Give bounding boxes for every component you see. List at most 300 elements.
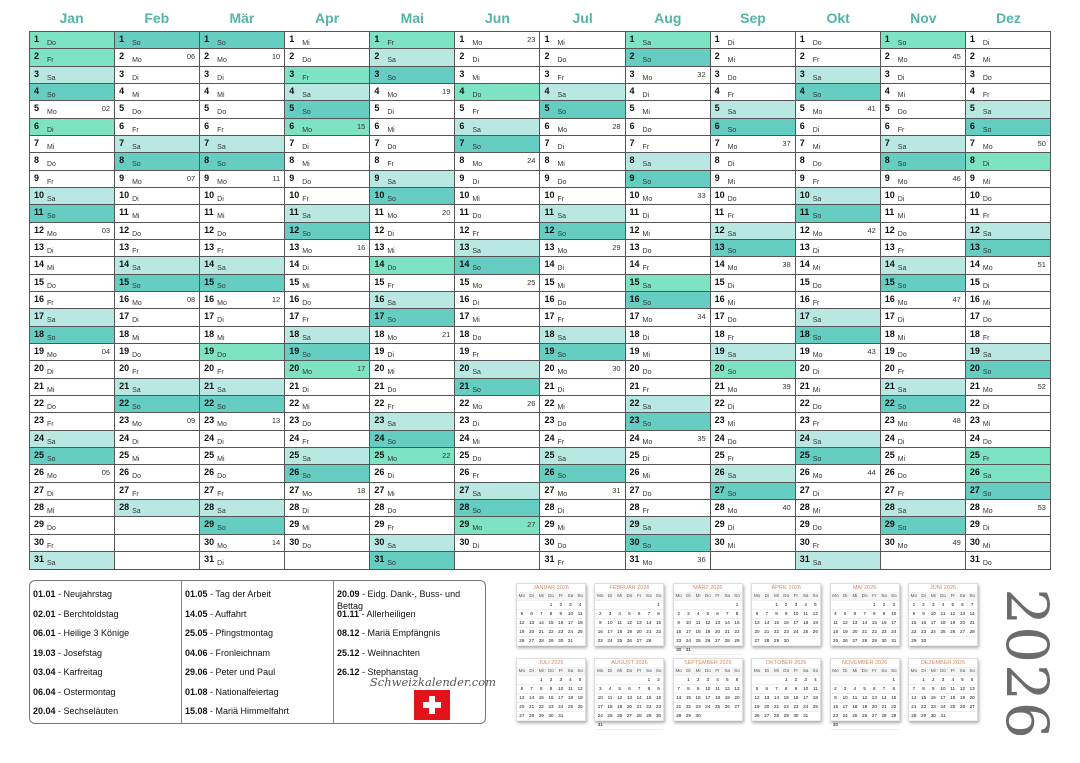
- day-cell[interactable]: [30, 309, 114, 326]
- day-cell[interactable]: [455, 361, 539, 378]
- day-cell[interactable]: [966, 483, 1050, 500]
- day-cell[interactable]: [115, 67, 199, 84]
- day-cell[interactable]: [455, 101, 539, 118]
- day-cell[interactable]: [200, 84, 284, 101]
- day-cell[interactable]: [711, 500, 795, 517]
- day-cell[interactable]: [200, 431, 284, 448]
- day-cell[interactable]: [285, 413, 369, 430]
- day-cell[interactable]: [966, 465, 1050, 482]
- day-cell[interactable]: [30, 119, 114, 136]
- day-cell[interactable]: [115, 205, 199, 222]
- day-cell[interactable]: [370, 119, 454, 136]
- day-cell[interactable]: [455, 465, 539, 482]
- day-cell[interactable]: [455, 275, 539, 292]
- day-cell[interactable]: [285, 171, 369, 188]
- day-cell[interactable]: [626, 32, 710, 49]
- day-cell[interactable]: [796, 413, 880, 430]
- day-cell[interactable]: [796, 119, 880, 136]
- day-cell[interactable]: [966, 413, 1050, 430]
- day-cell[interactable]: [455, 136, 539, 153]
- day-cell[interactable]: [30, 136, 114, 153]
- day-cell[interactable]: [200, 413, 284, 430]
- day-cell[interactable]: [285, 49, 369, 66]
- day-cell[interactable]: [540, 119, 624, 136]
- day-cell[interactable]: [966, 205, 1050, 222]
- day-cell[interactable]: [626, 552, 710, 569]
- day-cell[interactable]: [711, 119, 795, 136]
- day-cell[interactable]: [711, 483, 795, 500]
- day-cell[interactable]: [711, 205, 795, 222]
- day-cell[interactable]: [285, 136, 369, 153]
- day-cell[interactable]: [455, 292, 539, 309]
- day-cell[interactable]: [881, 84, 965, 101]
- day-cell[interactable]: [115, 257, 199, 274]
- day-cell[interactable]: [30, 240, 114, 257]
- day-cell[interactable]: [115, 101, 199, 118]
- day-cell[interactable]: [285, 396, 369, 413]
- day-cell[interactable]: [370, 465, 454, 482]
- day-cell[interactable]: [796, 431, 880, 448]
- day-cell[interactable]: [626, 257, 710, 274]
- day-cell[interactable]: [540, 517, 624, 534]
- day-cell[interactable]: [796, 292, 880, 309]
- day-cell[interactable]: [455, 500, 539, 517]
- day-cell[interactable]: [711, 379, 795, 396]
- day-cell[interactable]: [626, 327, 710, 344]
- day-cell[interactable]: [200, 257, 284, 274]
- day-cell[interactable]: [540, 379, 624, 396]
- day-cell[interactable]: [455, 431, 539, 448]
- day-cell[interactable]: [370, 188, 454, 205]
- day-cell[interactable]: [200, 223, 284, 240]
- day-cell[interactable]: [966, 292, 1050, 309]
- day-cell[interactable]: [881, 448, 965, 465]
- day-cell[interactable]: [115, 275, 199, 292]
- day-cell[interactable]: [370, 344, 454, 361]
- day-cell[interactable]: [881, 223, 965, 240]
- day-cell[interactable]: [370, 101, 454, 118]
- day-cell[interactable]: [711, 465, 795, 482]
- day-cell[interactable]: [626, 413, 710, 430]
- day-cell[interactable]: [711, 32, 795, 49]
- day-cell[interactable]: [370, 327, 454, 344]
- day-cell[interactable]: [30, 344, 114, 361]
- day-cell[interactable]: [711, 396, 795, 413]
- day-cell[interactable]: [540, 136, 624, 153]
- day-cell[interactable]: [881, 292, 965, 309]
- day-cell[interactable]: [30, 188, 114, 205]
- day-cell[interactable]: [966, 119, 1050, 136]
- day-cell[interactable]: [285, 344, 369, 361]
- day-cell[interactable]: [881, 379, 965, 396]
- day-cell[interactable]: [115, 136, 199, 153]
- day-cell[interactable]: [540, 361, 624, 378]
- day-cell[interactable]: [370, 396, 454, 413]
- day-cell[interactable]: [455, 188, 539, 205]
- day-cell[interactable]: [115, 223, 199, 240]
- day-cell[interactable]: [881, 188, 965, 205]
- day-cell[interactable]: [540, 500, 624, 517]
- day-cell[interactable]: [711, 361, 795, 378]
- day-cell[interactable]: [626, 344, 710, 361]
- day-cell[interactable]: [881, 67, 965, 84]
- day-cell[interactable]: [881, 119, 965, 136]
- day-cell[interactable]: [966, 517, 1050, 534]
- day-cell[interactable]: [200, 344, 284, 361]
- day-cell[interactable]: [540, 413, 624, 430]
- day-cell[interactable]: [455, 448, 539, 465]
- day-cell[interactable]: [285, 535, 369, 552]
- day-cell[interactable]: [711, 292, 795, 309]
- day-cell[interactable]: [881, 205, 965, 222]
- day-cell[interactable]: [30, 84, 114, 101]
- day-cell[interactable]: [626, 67, 710, 84]
- day-cell[interactable]: [626, 240, 710, 257]
- day-cell[interactable]: [796, 396, 880, 413]
- day-cell[interactable]: [796, 275, 880, 292]
- day-cell[interactable]: [540, 153, 624, 170]
- day-cell[interactable]: [200, 101, 284, 118]
- day-cell[interactable]: [370, 84, 454, 101]
- day-cell[interactable]: [711, 49, 795, 66]
- day-cell[interactable]: [455, 119, 539, 136]
- day-cell[interactable]: [540, 32, 624, 49]
- day-cell[interactable]: [370, 500, 454, 517]
- day-cell[interactable]: [796, 344, 880, 361]
- day-cell[interactable]: [285, 292, 369, 309]
- day-cell[interactable]: [30, 431, 114, 448]
- day-cell[interactable]: [540, 396, 624, 413]
- day-cell[interactable]: [881, 413, 965, 430]
- day-cell[interactable]: [285, 32, 369, 49]
- day-cell[interactable]: [200, 240, 284, 257]
- day-cell[interactable]: [30, 413, 114, 430]
- day-cell[interactable]: [30, 327, 114, 344]
- day-cell[interactable]: [30, 67, 114, 84]
- day-cell[interactable]: [626, 309, 710, 326]
- day-cell[interactable]: [455, 535, 539, 552]
- day-cell[interactable]: [115, 396, 199, 413]
- day-cell[interactable]: [540, 223, 624, 240]
- day-cell[interactable]: [796, 171, 880, 188]
- day-cell[interactable]: [540, 101, 624, 118]
- day-cell[interactable]: [881, 535, 965, 552]
- day-cell[interactable]: [115, 188, 199, 205]
- day-cell[interactable]: [540, 49, 624, 66]
- day-cell[interactable]: [966, 552, 1050, 569]
- day-cell[interactable]: [455, 223, 539, 240]
- day-cell[interactable]: [796, 49, 880, 66]
- day-cell[interactable]: [796, 309, 880, 326]
- day-cell[interactable]: [796, 500, 880, 517]
- day-cell[interactable]: [200, 275, 284, 292]
- day-cell[interactable]: [540, 431, 624, 448]
- day-cell[interactable]: [711, 309, 795, 326]
- day-cell[interactable]: [285, 223, 369, 240]
- day-cell[interactable]: [115, 344, 199, 361]
- day-cell[interactable]: [200, 309, 284, 326]
- day-cell[interactable]: [711, 275, 795, 292]
- day-cell[interactable]: [455, 205, 539, 222]
- day-cell[interactable]: [455, 413, 539, 430]
- day-cell[interactable]: [200, 327, 284, 344]
- day-cell[interactable]: [966, 67, 1050, 84]
- day-cell[interactable]: [455, 379, 539, 396]
- day-cell[interactable]: [370, 240, 454, 257]
- day-cell[interactable]: [455, 327, 539, 344]
- day-cell[interactable]: [455, 67, 539, 84]
- day-cell[interactable]: [626, 153, 710, 170]
- day-cell[interactable]: [285, 379, 369, 396]
- day-cell[interactable]: [881, 465, 965, 482]
- day-cell[interactable]: [200, 292, 284, 309]
- day-cell[interactable]: [796, 535, 880, 552]
- day-cell[interactable]: [115, 240, 199, 257]
- day-cell[interactable]: [370, 309, 454, 326]
- day-cell[interactable]: [370, 32, 454, 49]
- day-cell[interactable]: [370, 257, 454, 274]
- day-cell[interactable]: [540, 483, 624, 500]
- day-cell[interactable]: [796, 448, 880, 465]
- day-cell[interactable]: [540, 292, 624, 309]
- day-cell[interactable]: [370, 49, 454, 66]
- day-cell[interactable]: [455, 153, 539, 170]
- day-cell[interactable]: [30, 396, 114, 413]
- day-cell[interactable]: [285, 275, 369, 292]
- day-cell[interactable]: [796, 240, 880, 257]
- day-cell[interactable]: [540, 344, 624, 361]
- day-cell[interactable]: [881, 344, 965, 361]
- day-cell[interactable]: [200, 188, 284, 205]
- day-cell[interactable]: [370, 431, 454, 448]
- day-cell[interactable]: [881, 32, 965, 49]
- day-cell[interactable]: [881, 517, 965, 534]
- day-cell[interactable]: [200, 361, 284, 378]
- day-cell[interactable]: [626, 101, 710, 118]
- day-cell[interactable]: [711, 153, 795, 170]
- day-cell[interactable]: [540, 84, 624, 101]
- day-cell[interactable]: [285, 67, 369, 84]
- day-cell[interactable]: [881, 49, 965, 66]
- day-cell[interactable]: [796, 84, 880, 101]
- day-cell[interactable]: [796, 223, 880, 240]
- day-cell[interactable]: [966, 171, 1050, 188]
- day-cell[interactable]: [285, 465, 369, 482]
- day-cell[interactable]: [370, 517, 454, 534]
- day-cell[interactable]: [200, 119, 284, 136]
- day-cell[interactable]: [285, 240, 369, 257]
- day-cell[interactable]: [370, 535, 454, 552]
- day-cell[interactable]: [626, 379, 710, 396]
- day-cell[interactable]: [285, 309, 369, 326]
- day-cell[interactable]: [881, 101, 965, 118]
- day-cell[interactable]: [115, 119, 199, 136]
- day-cell[interactable]: [200, 500, 284, 517]
- day-cell[interactable]: [30, 552, 114, 569]
- day-cell[interactable]: [200, 49, 284, 66]
- day-cell[interactable]: [626, 517, 710, 534]
- day-cell[interactable]: [966, 223, 1050, 240]
- day-cell[interactable]: [370, 171, 454, 188]
- day-cell[interactable]: [370, 361, 454, 378]
- day-cell[interactable]: [626, 49, 710, 66]
- day-cell[interactable]: [370, 483, 454, 500]
- day-cell[interactable]: [966, 327, 1050, 344]
- day-cell[interactable]: [30, 257, 114, 274]
- day-cell[interactable]: [285, 517, 369, 534]
- day-cell[interactable]: [30, 275, 114, 292]
- day-cell[interactable]: [711, 188, 795, 205]
- day-cell[interactable]: [711, 535, 795, 552]
- day-cell[interactable]: [626, 465, 710, 482]
- day-cell[interactable]: [966, 535, 1050, 552]
- day-cell[interactable]: [115, 500, 199, 517]
- day-cell[interactable]: [30, 361, 114, 378]
- day-cell[interactable]: [966, 431, 1050, 448]
- day-cell[interactable]: [115, 361, 199, 378]
- day-cell[interactable]: [370, 413, 454, 430]
- day-cell[interactable]: [285, 500, 369, 517]
- day-cell[interactable]: [881, 483, 965, 500]
- day-cell[interactable]: [881, 500, 965, 517]
- day-cell[interactable]: [285, 153, 369, 170]
- day-cell[interactable]: [881, 136, 965, 153]
- day-cell[interactable]: [966, 136, 1050, 153]
- day-cell[interactable]: [115, 465, 199, 482]
- day-cell[interactable]: [796, 361, 880, 378]
- day-cell[interactable]: [796, 465, 880, 482]
- day-cell[interactable]: [200, 153, 284, 170]
- day-cell[interactable]: [30, 223, 114, 240]
- day-cell[interactable]: [115, 32, 199, 49]
- day-cell[interactable]: [370, 379, 454, 396]
- day-cell[interactable]: [285, 101, 369, 118]
- day-cell[interactable]: [455, 396, 539, 413]
- day-cell[interactable]: [200, 205, 284, 222]
- day-cell[interactable]: [711, 344, 795, 361]
- day-cell[interactable]: [966, 448, 1050, 465]
- day-cell[interactable]: [626, 84, 710, 101]
- day-cell[interactable]: [626, 136, 710, 153]
- day-cell[interactable]: [796, 327, 880, 344]
- day-cell[interactable]: [966, 153, 1050, 170]
- day-cell[interactable]: [200, 448, 284, 465]
- day-cell[interactable]: [626, 535, 710, 552]
- day-cell[interactable]: [881, 171, 965, 188]
- day-cell[interactable]: [711, 67, 795, 84]
- day-cell[interactable]: [285, 361, 369, 378]
- day-cell[interactable]: [370, 448, 454, 465]
- day-cell[interactable]: [540, 188, 624, 205]
- day-cell[interactable]: [370, 153, 454, 170]
- day-cell[interactable]: [370, 275, 454, 292]
- day-cell[interactable]: [285, 84, 369, 101]
- day-cell[interactable]: [370, 292, 454, 309]
- day-cell[interactable]: [115, 413, 199, 430]
- day-cell[interactable]: [711, 171, 795, 188]
- day-cell[interactable]: [370, 223, 454, 240]
- day-cell[interactable]: [30, 205, 114, 222]
- day-cell[interactable]: [796, 188, 880, 205]
- day-cell[interactable]: [540, 552, 624, 569]
- day-cell[interactable]: [115, 84, 199, 101]
- day-cell[interactable]: [115, 448, 199, 465]
- day-cell[interactable]: [711, 431, 795, 448]
- day-cell[interactable]: [540, 448, 624, 465]
- day-cell[interactable]: [966, 49, 1050, 66]
- day-cell[interactable]: [881, 275, 965, 292]
- day-cell[interactable]: [966, 344, 1050, 361]
- day-cell[interactable]: [881, 240, 965, 257]
- day-cell[interactable]: [285, 205, 369, 222]
- day-cell[interactable]: [966, 361, 1050, 378]
- day-cell[interactable]: [285, 448, 369, 465]
- day-cell[interactable]: [115, 292, 199, 309]
- day-cell[interactable]: [796, 101, 880, 118]
- day-cell[interactable]: [30, 517, 114, 534]
- day-cell[interactable]: [966, 257, 1050, 274]
- day-cell[interactable]: [30, 535, 114, 552]
- day-cell[interactable]: [455, 517, 539, 534]
- day-cell[interactable]: [30, 153, 114, 170]
- day-cell[interactable]: [285, 257, 369, 274]
- day-cell[interactable]: [626, 361, 710, 378]
- day-cell[interactable]: [711, 101, 795, 118]
- day-cell[interactable]: [200, 552, 284, 569]
- day-cell[interactable]: [370, 67, 454, 84]
- day-cell[interactable]: [540, 275, 624, 292]
- day-cell[interactable]: [200, 535, 284, 552]
- day-cell[interactable]: [966, 101, 1050, 118]
- day-cell[interactable]: [711, 257, 795, 274]
- day-cell[interactable]: [455, 49, 539, 66]
- day-cell[interactable]: [626, 448, 710, 465]
- day-cell[interactable]: [30, 49, 114, 66]
- day-cell[interactable]: [455, 32, 539, 49]
- day-cell[interactable]: [626, 431, 710, 448]
- day-cell[interactable]: [115, 171, 199, 188]
- day-cell[interactable]: [540, 171, 624, 188]
- day-cell[interactable]: [626, 205, 710, 222]
- day-cell[interactable]: [626, 223, 710, 240]
- day-cell[interactable]: [200, 32, 284, 49]
- day-cell[interactable]: [540, 205, 624, 222]
- day-cell[interactable]: [30, 32, 114, 49]
- day-cell[interactable]: [881, 153, 965, 170]
- day-cell[interactable]: [540, 535, 624, 552]
- day-cell[interactable]: [540, 240, 624, 257]
- day-cell[interactable]: [115, 379, 199, 396]
- day-cell[interactable]: [796, 32, 880, 49]
- day-cell[interactable]: [115, 49, 199, 66]
- day-cell[interactable]: [966, 275, 1050, 292]
- day-cell[interactable]: [796, 205, 880, 222]
- day-cell[interactable]: [455, 483, 539, 500]
- day-cell[interactable]: [881, 431, 965, 448]
- day-cell[interactable]: [285, 483, 369, 500]
- day-cell[interactable]: [966, 379, 1050, 396]
- day-cell[interactable]: [796, 517, 880, 534]
- day-cell[interactable]: [455, 171, 539, 188]
- day-cell[interactable]: [30, 379, 114, 396]
- day-cell[interactable]: [966, 32, 1050, 49]
- day-cell[interactable]: [200, 396, 284, 413]
- day-cell[interactable]: [455, 84, 539, 101]
- day-cell[interactable]: [200, 171, 284, 188]
- day-cell[interactable]: [796, 379, 880, 396]
- day-cell[interactable]: [540, 67, 624, 84]
- day-cell[interactable]: [796, 153, 880, 170]
